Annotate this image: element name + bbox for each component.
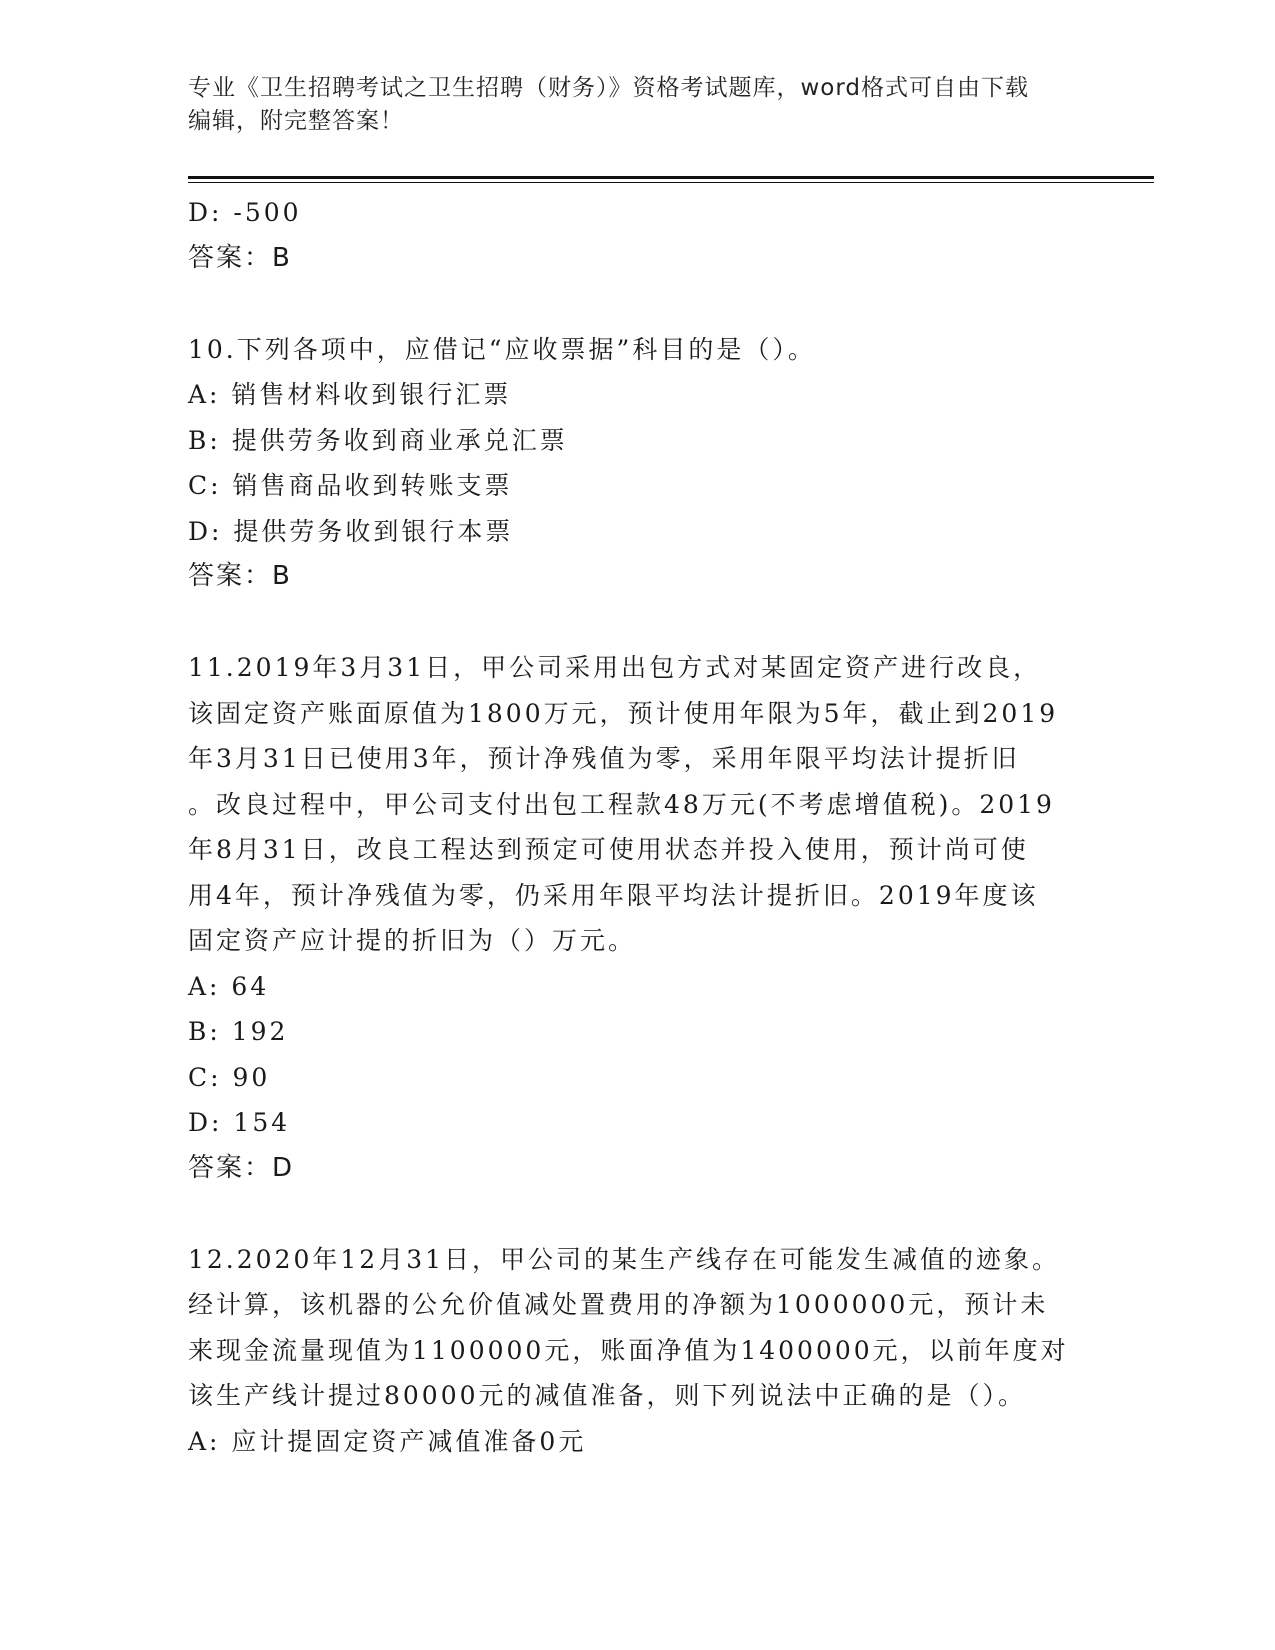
q12-stem-line: 来现金流量现值为1100000元，账面净值为1400000元，以前年度对 xyxy=(188,1335,1069,1365)
q10-option-a: A: 销售材料收到银行汇票 xyxy=(188,380,512,409)
document-body xyxy=(188,190,1088,1464)
q11-option-b: B: 192 xyxy=(188,1017,289,1046)
q12-stem-line: 12.2020年12月31日，甲公司的某生产线存在可能发生减值的迹象。 xyxy=(188,1244,1061,1274)
q10-option-c: C: 销售商品收到转账支票 xyxy=(188,471,513,500)
q12-stem xyxy=(188,1237,1088,1419)
q11-option-d: D: 154 xyxy=(188,1108,291,1137)
spacer xyxy=(188,600,1088,646)
q11-stem-line: 年8月31日，改良工程达到预定可使用状态并投入使用，预计尚可使 xyxy=(188,835,1029,864)
prev-answer: 答案：B xyxy=(188,242,292,273)
q10-option-d: D: 提供劳务收到银行本票 xyxy=(188,516,514,546)
spacer xyxy=(188,1191,1088,1237)
q11-option-c: C: 90 xyxy=(188,1062,271,1092)
q10-answer: 答案：B xyxy=(188,561,292,591)
header-line-1: 专业《卫生招聘考试之卫生招聘（财务）》资格考试题库，word格式可自由下载 xyxy=(188,75,1030,101)
header-line-2: 编辑，附完整答案！ xyxy=(188,108,404,134)
q11-stem-line: 。改良过程中，甲公司支付出包工程款48万元(不考虑增值税)。2019 xyxy=(188,789,1055,819)
q10-stem: 10.下列各项中，应借记“应收票据”科目的是（）。 xyxy=(188,334,816,364)
q12-stem-line: 该生产线计提过80000元的减值准备，则下列说法中正确的是（）。 xyxy=(188,1381,1027,1410)
q11-option-a: A: 64 xyxy=(188,971,270,1001)
header-divider-thick xyxy=(188,176,1154,179)
spacer xyxy=(188,281,1088,327)
q11-stem xyxy=(188,645,1088,964)
header-divider-thin xyxy=(188,182,1154,183)
q11-answer: 答案：D xyxy=(188,1152,295,1183)
q12-stem-line: 经计算，该机器的公允价值减处置费用的净额为1000000元，预计未 xyxy=(188,1290,1049,1319)
q10-option-b: B: 提供劳务收到商业承兑汇票 xyxy=(188,425,568,455)
q11-stem-line: 11.2019年3月31日，甲公司采用出包方式对某固定资产进行改良， xyxy=(188,653,1042,682)
q12-option-a: A: 应计提固定资产减值准备0元 xyxy=(188,1426,587,1456)
prev-option-d: D: -500 xyxy=(188,198,302,227)
q11-stem-line: 用4年，预计净残值为零，仍采用年限平均法计提折旧。2019年度该 xyxy=(188,880,1039,910)
q11-stem-line: 该固定资产账面原值为1800万元，预计使用年限为5年，截止到2019 xyxy=(188,698,1059,728)
q11-stem-line: 年3月31日已使用3年，预计净残值为零，采用年限平均法计提折旧 xyxy=(188,744,1020,773)
document-header xyxy=(188,72,1088,138)
q11-stem-line: 固定资产应计提的折旧为（）万元。 xyxy=(188,926,637,955)
